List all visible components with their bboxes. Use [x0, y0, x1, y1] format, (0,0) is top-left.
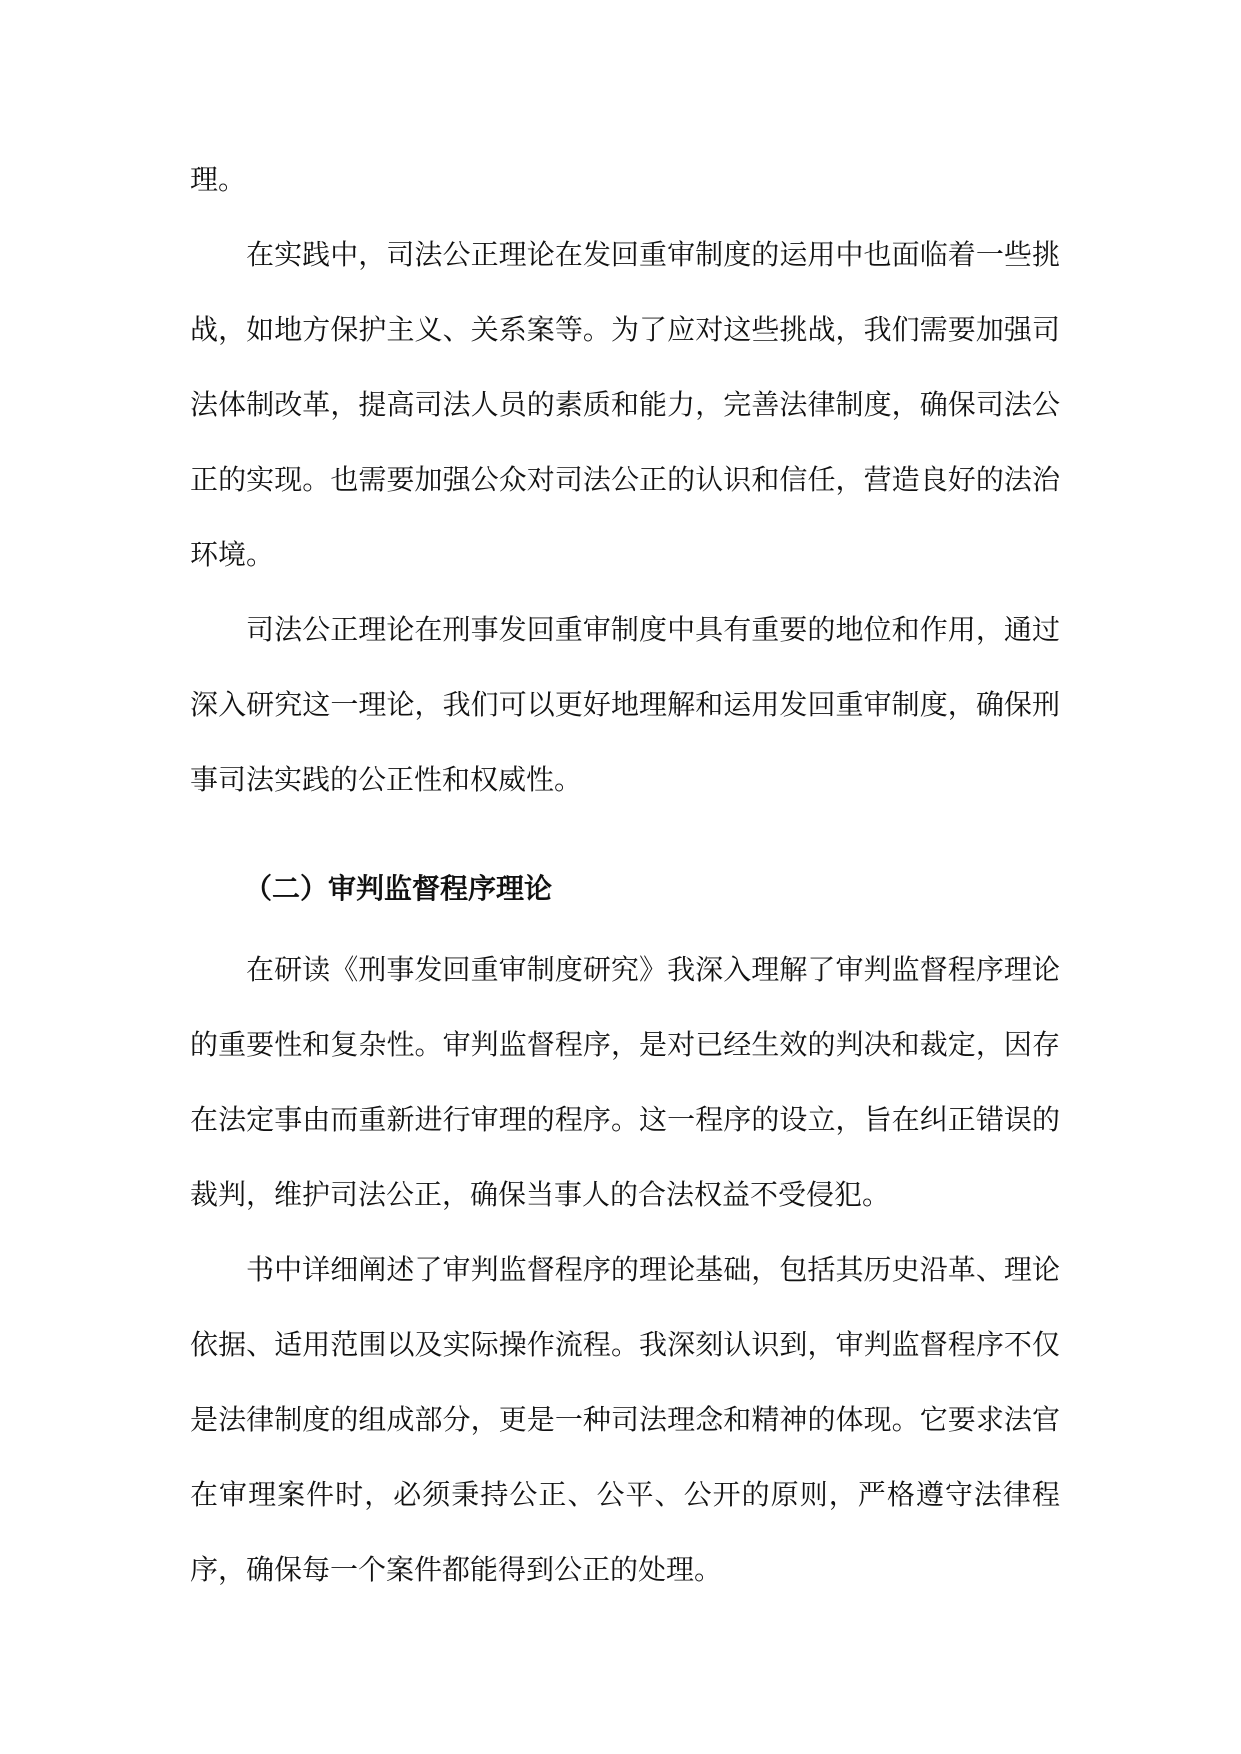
- paragraph-trial-supervision-intro: 在研读《刑事发回重审制度研究》我深入理解了审判监督程序理论的重要性和复杂性。审判监督程序，是对已经生效的判决和裁定，因存在法定事由而重新进行审理的程序。这一程序的设立，旨在纠正错误的裁判，维护司法公正，确保当事人的合法权益不受侵犯。: [190, 953, 1060, 1211]
- paragraph-trial-supervision-theory: 书中详细阐述了审判监督程序的理论基础，包括其历史沿革、理论依据、适用范围以及实际操作流程。我深刻认识到，审判监督程序不仅是法律制度的组成部分，更是一种司法理念和精神的体现。它要求法官在审理案件时，必须秉持公正、公平、公开的原则，严格遵守法律程序，确保每一个案件都能得到公正的处理。: [190, 1253, 1060, 1586]
- paragraph-continuation: 理。: [190, 163, 247, 196]
- document-body: [190, 142, 1060, 1607]
- paragraph-judicial-justice-summary: 司法公正理论在刑事发回重审制度中具有重要的地位和作用，通过深入研究这一理论，我们可以更好地理解和运用发回重审制度，确保刑事司法实践的公正性和权威性。: [190, 613, 1060, 796]
- paragraph-practice-challenges: 在实践中，司法公正理论在发回重审制度的运用中也面临着一些挑战，如地方保护主义、关系案等。为了应对这些挑战，我们需要加强司法体制改革，提高司法人员的素质和能力，完善法律制度，确保司法公正的实现。也需要加强公众对司法公正的认识和信任，营造良好的法治环境。: [190, 238, 1060, 571]
- section-heading: （二）审判监督程序理论: [244, 872, 553, 905]
